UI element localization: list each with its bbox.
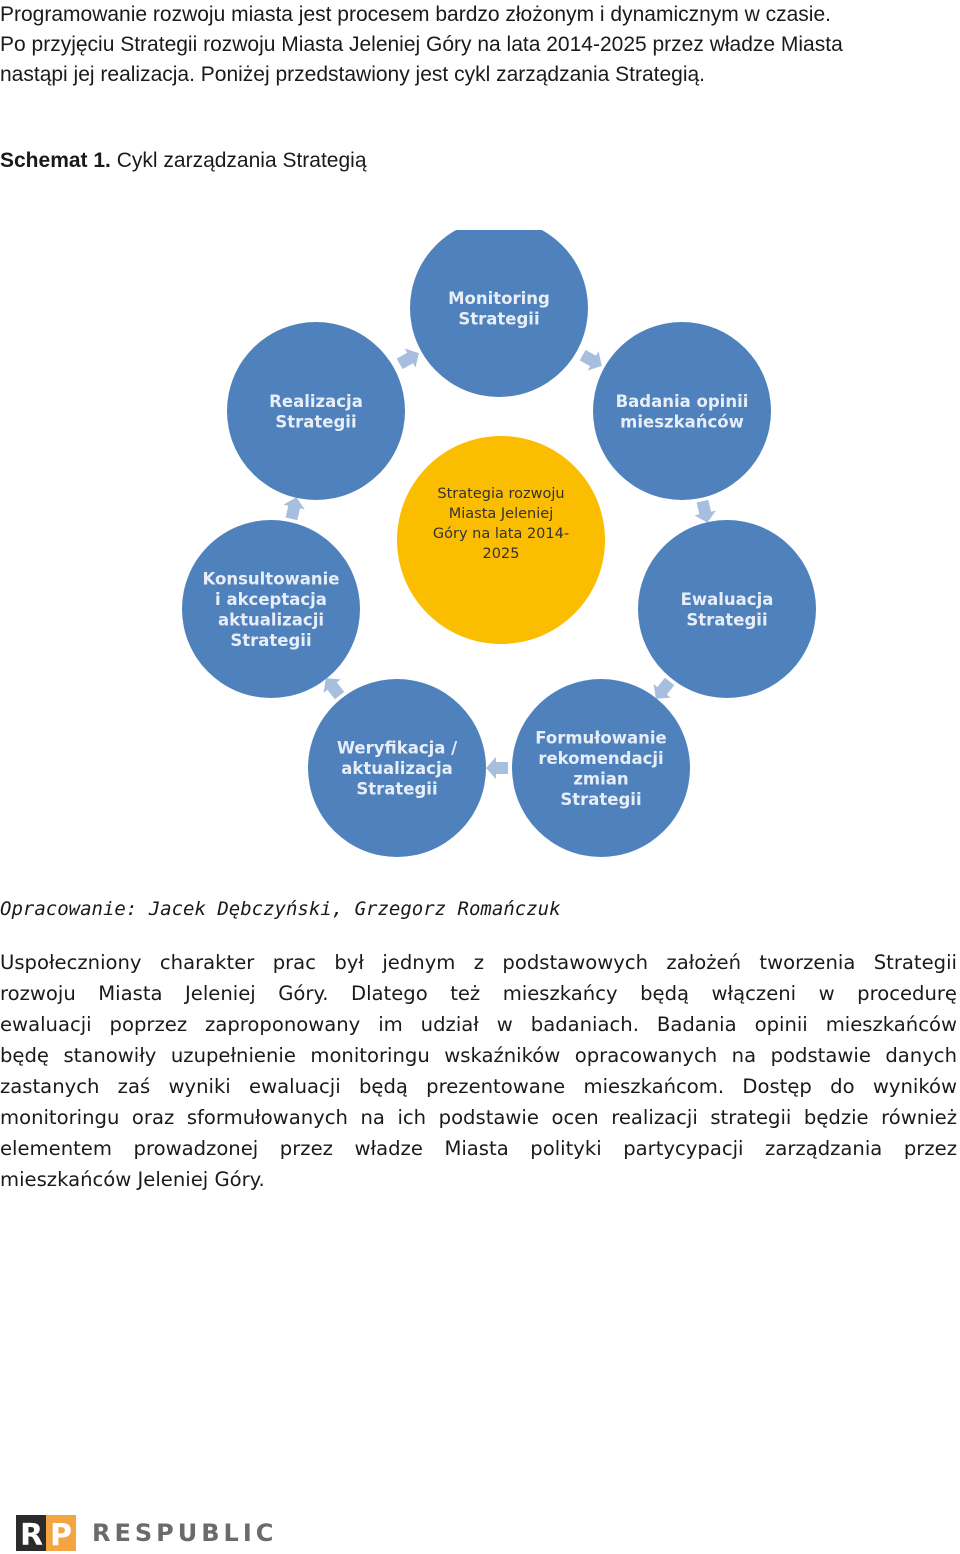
- cycle-node-label-line: Realizacja: [269, 391, 363, 411]
- cycle-node-label-line: Strategii: [275, 412, 357, 432]
- body-line: rozwoju Miasta Jeleniej Góry. Dlatego też mieszkańcy będą włączeni w procedurę: [0, 982, 957, 1005]
- cycle-node: [593, 322, 771, 500]
- center-node-label-line: Miasta Jeleniej: [448, 506, 554, 522]
- intro-line: Programowanie rozwoju miasta jest procesem bardzo złożonym i dynamicznym w czasie.: [0, 3, 831, 26]
- cycle-node: [638, 520, 816, 698]
- body-line: zastanych zaś wyniki ewaluacji będą prezentowane mieszkańcom. Dostęp do wyników: [0, 1075, 957, 1098]
- respublic-logo-text: RESPUBLIC: [92, 1519, 278, 1547]
- intro-paragraph: [0, 0, 960, 90]
- arrow-shape: [486, 757, 508, 779]
- management-cycle-diagram: [0, 230, 960, 870]
- cycle-node-label-line: aktualizacji: [217, 610, 325, 630]
- cycle-node-label: [616, 392, 749, 432]
- figure-credit: Opracowanie: Jacek Dębczyński, Grzegorz Romańczuk: [0, 898, 561, 920]
- cycle-node: [410, 230, 588, 397]
- body-line: ewaluacji poprzez zaproponowany im udział w badaniach. Badania opinii mieszkańców: [0, 1013, 957, 1036]
- figure-title: Cykl zarządzania Strategią: [110, 149, 367, 172]
- center-node-label-line: Góry na lata 2014-: [432, 526, 570, 542]
- cycle-arrow: [486, 757, 508, 779]
- cycle-node-label: [448, 289, 550, 329]
- figure-caption: [0, 146, 367, 176]
- cycle-node-label-line: Formułowanie: [535, 728, 667, 748]
- cycle-node-circle: [593, 322, 771, 500]
- body-line: mieszkańców Jeleniej Góry.: [0, 1168, 265, 1191]
- cycle-node-label-line: Weryfikacja /: [336, 738, 458, 758]
- cycle-node-label-line: Konsultowanie: [202, 569, 340, 589]
- body-line: elementem prowadzonej przez władze Miasta polityki partycypacji zarządzania przez: [0, 1137, 957, 1160]
- svg-text:R: R: [20, 1518, 44, 1553]
- center-node: [397, 436, 605, 644]
- cycle-node: [308, 679, 486, 857]
- cycle-node-circle: [512, 679, 690, 857]
- cycle-node: [227, 322, 405, 500]
- cycle-node: [182, 520, 360, 698]
- cycle-node-label-line: aktualizacja: [341, 759, 453, 778]
- respublic-logo: [16, 1512, 277, 1554]
- cycle-node-label-line: Strategii: [686, 610, 768, 630]
- cycle-node-label-line: Monitoring: [448, 288, 550, 308]
- cycle-node-label-line: zmian: [573, 769, 629, 789]
- cycle-node-label-line: Strategii: [560, 789, 642, 809]
- cycle-node-label-line: Badania opinii: [615, 391, 749, 411]
- cycle-node-label-line: Strategii: [230, 630, 312, 650]
- cycle-node-label-line: mieszkańców: [620, 412, 744, 432]
- cycle-node-circle: [638, 520, 816, 698]
- figure-label: Schemat 1.: [0, 149, 111, 172]
- center-node-label-line: Strategia rozwoju: [437, 486, 565, 502]
- intro-line: Po przyjęciu Strategii rozwoju Miasta Jeleniej Góry na lata 2014-2025 przez władze Miasta: [0, 33, 843, 56]
- cycle-node-label: [681, 590, 774, 630]
- body-line: będę stanowiły uzupełnienie monitoringu wskaźników opracowanych na podstawie danych: [0, 1044, 957, 1067]
- svg-text:P: P: [50, 1518, 72, 1553]
- cycle-node-label-line: Strategii: [458, 309, 540, 329]
- cycle-node-label-line: i akceptacja: [215, 589, 327, 609]
- cycle-node-label-line: Ewaluacja: [680, 589, 774, 609]
- respublic-logo-mark: [16, 1513, 80, 1553]
- body-paragraph: [0, 947, 957, 1195]
- body-line: Uspołeczniony charakter prac był jednym z podstawowych założeń tworzenia Strategii: [0, 951, 957, 974]
- cycle-node-label: [269, 392, 363, 432]
- cycle-node-label-line: rekomendacji: [538, 748, 664, 768]
- cycle-node-label-line: Strategii: [356, 779, 438, 799]
- center-node-label-line: 2025: [482, 546, 520, 562]
- cycle-node-circle: [227, 322, 405, 500]
- intro-line: nastąpi jej realizacja. Poniżej przedstawiony jest cykl zarządzania Strategią.: [0, 63, 706, 86]
- cycle-node: [512, 679, 690, 857]
- cycle-node-circle: [182, 520, 360, 698]
- body-line: monitoringu oraz sformułowanych na ich podstawie ocen realizacji strategii będzie również: [0, 1106, 957, 1129]
